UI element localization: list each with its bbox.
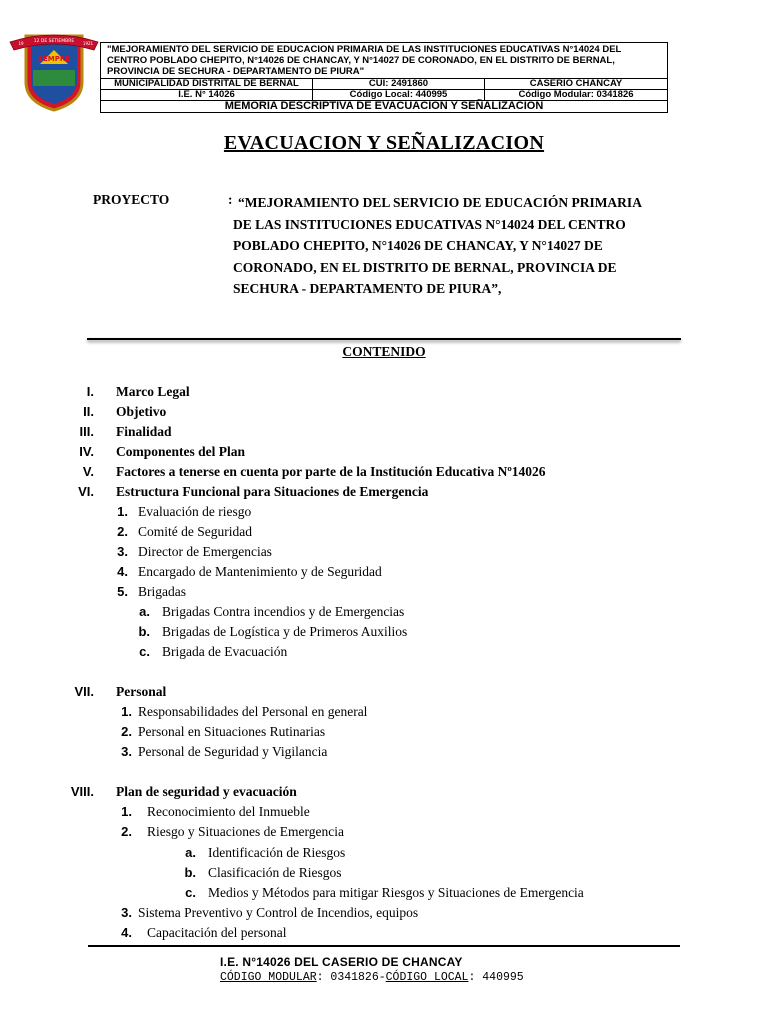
footer-codes bbox=[220, 971, 524, 984]
toc-num: 1. bbox=[117, 504, 128, 519]
toc-num: 2. bbox=[121, 824, 132, 839]
logo-ribbon-right: 1921 bbox=[82, 41, 94, 46]
proyecto-line: DE LAS INSTITUCIONES EDUCATIVAS N°14024 DEL CENTRO bbox=[233, 216, 626, 232]
toc-item: Director de Emergencias bbox=[138, 544, 272, 559]
toc-item: Encargado de Mantenimiento y de Seguridad bbox=[138, 564, 382, 579]
toc-item: Factores a tenerse en cuenta por parte de la Institución Educativa Nº14026 bbox=[116, 464, 546, 479]
toc-num: b. bbox=[184, 865, 196, 880]
page-title: EVACUACION Y SEÑALIZACION bbox=[223, 132, 545, 154]
toc-item: Sistema Preventivo y Control de Incendios, equipos bbox=[138, 905, 419, 920]
toc-item: Capacitación del personal bbox=[147, 925, 287, 940]
toc-item: Brigadas Contra incendios y de Emergencias bbox=[162, 604, 405, 619]
header-project-text: "MEJORAMIENTO DEL SERVICIO DE EDUCACION PRIMARIA DE LAS INSTITUCIONES EDUCATIVAS N°14024 DEL CENTRO POBLADO CHEPITO, N°14026 DE CHANCAY, Y N°14027 DE CORONADO, EN EL DISTRITO DE BERNAL, PROVINCIA DE SECHURA - DEPARTAMENTO DE PIURA" bbox=[107, 44, 622, 77]
toc-item: Clasificación de Riesgos bbox=[208, 865, 342, 880]
logo-ribbon-top: 12 DE SETIEMBRE bbox=[33, 39, 75, 44]
footer-codigo-modular-value: : 0341826- bbox=[316, 971, 386, 984]
toc-item: Componentes del Plan bbox=[116, 444, 246, 459]
toc-item: Marco Legal bbox=[116, 384, 190, 399]
contenido-heading: CONTENIDO bbox=[342, 344, 426, 359]
toc-num: a. bbox=[185, 845, 196, 860]
toc-num: 3. bbox=[117, 544, 128, 559]
toc-item: Comité de Seguridad bbox=[138, 524, 252, 539]
toc-item: Responsabilidades del Personal en general bbox=[138, 704, 368, 719]
toc-item: Personal bbox=[116, 684, 167, 699]
logo-text: SEMPRE bbox=[37, 55, 71, 63]
proyecto-line: SECHURA - DEPARTAMENTO DE PIURA”, bbox=[233, 281, 502, 297]
footer-codigo-local-label: CÓDIGO LOCAL bbox=[385, 971, 469, 984]
toc-num: 4. bbox=[121, 925, 132, 940]
toc-item: Riesgo y Situaciones de Emergencia bbox=[147, 824, 344, 839]
footer-codigo-modular-label: CÓDIGO MODULAR bbox=[220, 971, 317, 984]
toc-num: 3. bbox=[121, 744, 132, 759]
toc-num: I. bbox=[86, 384, 94, 399]
header-caserio: CASERIO CHANCAY bbox=[485, 79, 668, 90]
logo-ribbon-left: 19 bbox=[18, 41, 24, 46]
toc-num: IV. bbox=[79, 444, 94, 459]
divider-bottom bbox=[88, 945, 680, 947]
toc-num: III. bbox=[79, 424, 94, 439]
toc-item: Brigadas bbox=[138, 584, 186, 599]
footer-school: I.E. N°14026 DEL CASERIO DE CHANCAY bbox=[220, 955, 463, 969]
toc-num: 3. bbox=[121, 905, 132, 920]
toc-num: II. bbox=[83, 404, 94, 419]
proyecto-line: POBLADO CHEPITO, N°14026 DE CHANCAY, Y N°14027 DE bbox=[233, 238, 603, 254]
proyecto-line: CORONADO, EN EL DISTRITO DE BERNAL, PROVINCIA DE bbox=[233, 259, 617, 275]
toc-item: Identificación de Riesgos bbox=[208, 845, 346, 860]
toc-item: Personal de Seguridad y Vigilancia bbox=[138, 744, 328, 759]
toc-num: a. bbox=[139, 604, 150, 619]
proyecto-line: “MEJORAMIENTO DEL SERVICIO DE EDUCACIÓN PRIMARIA bbox=[238, 195, 642, 210]
toc-item: Objetivo bbox=[116, 404, 167, 419]
header-cui: CUI: 2491860 bbox=[313, 79, 485, 90]
toc-num: VI. bbox=[78, 484, 94, 499]
header-municipalidad: MUNICIPALIDAD DISTRITAL DE BERNAL bbox=[101, 79, 313, 90]
proyecto-colon: : bbox=[228, 192, 233, 207]
toc-num: V. bbox=[82, 464, 94, 479]
footer-codigo-local-value: : 440995 bbox=[468, 971, 524, 984]
toc-num: 2. bbox=[121, 724, 132, 739]
proyecto-label: PROYECTO bbox=[93, 192, 170, 207]
toc-item: Estructura Funcional para Situaciones de Emergencia bbox=[116, 484, 429, 499]
toc-item: Evaluación de riesgo bbox=[138, 504, 252, 519]
header-memoria: MEMORIA DESCRIPTIVA DE EVACUACION Y SEÑALIZACION bbox=[101, 101, 668, 113]
toc-num: VII. bbox=[74, 684, 94, 699]
toc-num: 5. bbox=[117, 584, 128, 599]
toc-num: c. bbox=[139, 644, 150, 659]
toc-num: c. bbox=[185, 885, 196, 900]
toc-item: Plan de seguridad y evacuación bbox=[116, 784, 297, 799]
toc-num: 1. bbox=[121, 804, 132, 819]
toc-item: Finalidad bbox=[116, 424, 172, 439]
toc-item: Personal en Situaciones Rutinarias bbox=[138, 724, 326, 739]
toc-item: Brigadas de Logística y de Primeros Auxilios bbox=[162, 624, 408, 639]
toc-item: Brigada de Evacuación bbox=[162, 644, 288, 659]
toc-item: Medios y Métodos para mitigar Riesgos y Situaciones de Emergencia bbox=[208, 885, 584, 900]
toc-num: 1. bbox=[121, 704, 132, 719]
header-codigo-local: Código Local: 440995 bbox=[313, 90, 485, 101]
toc-num: VIII. bbox=[70, 784, 94, 799]
toc-num: 4. bbox=[117, 564, 128, 579]
header-ie: I.E. N° 14026 bbox=[101, 90, 313, 101]
header-codigo-modular: Código Modular: 0341826 bbox=[485, 90, 668, 101]
toc-num: b. bbox=[138, 624, 150, 639]
toc-num: 2. bbox=[117, 524, 128, 539]
toc-item: Reconocimiento del Inmueble bbox=[147, 804, 310, 819]
